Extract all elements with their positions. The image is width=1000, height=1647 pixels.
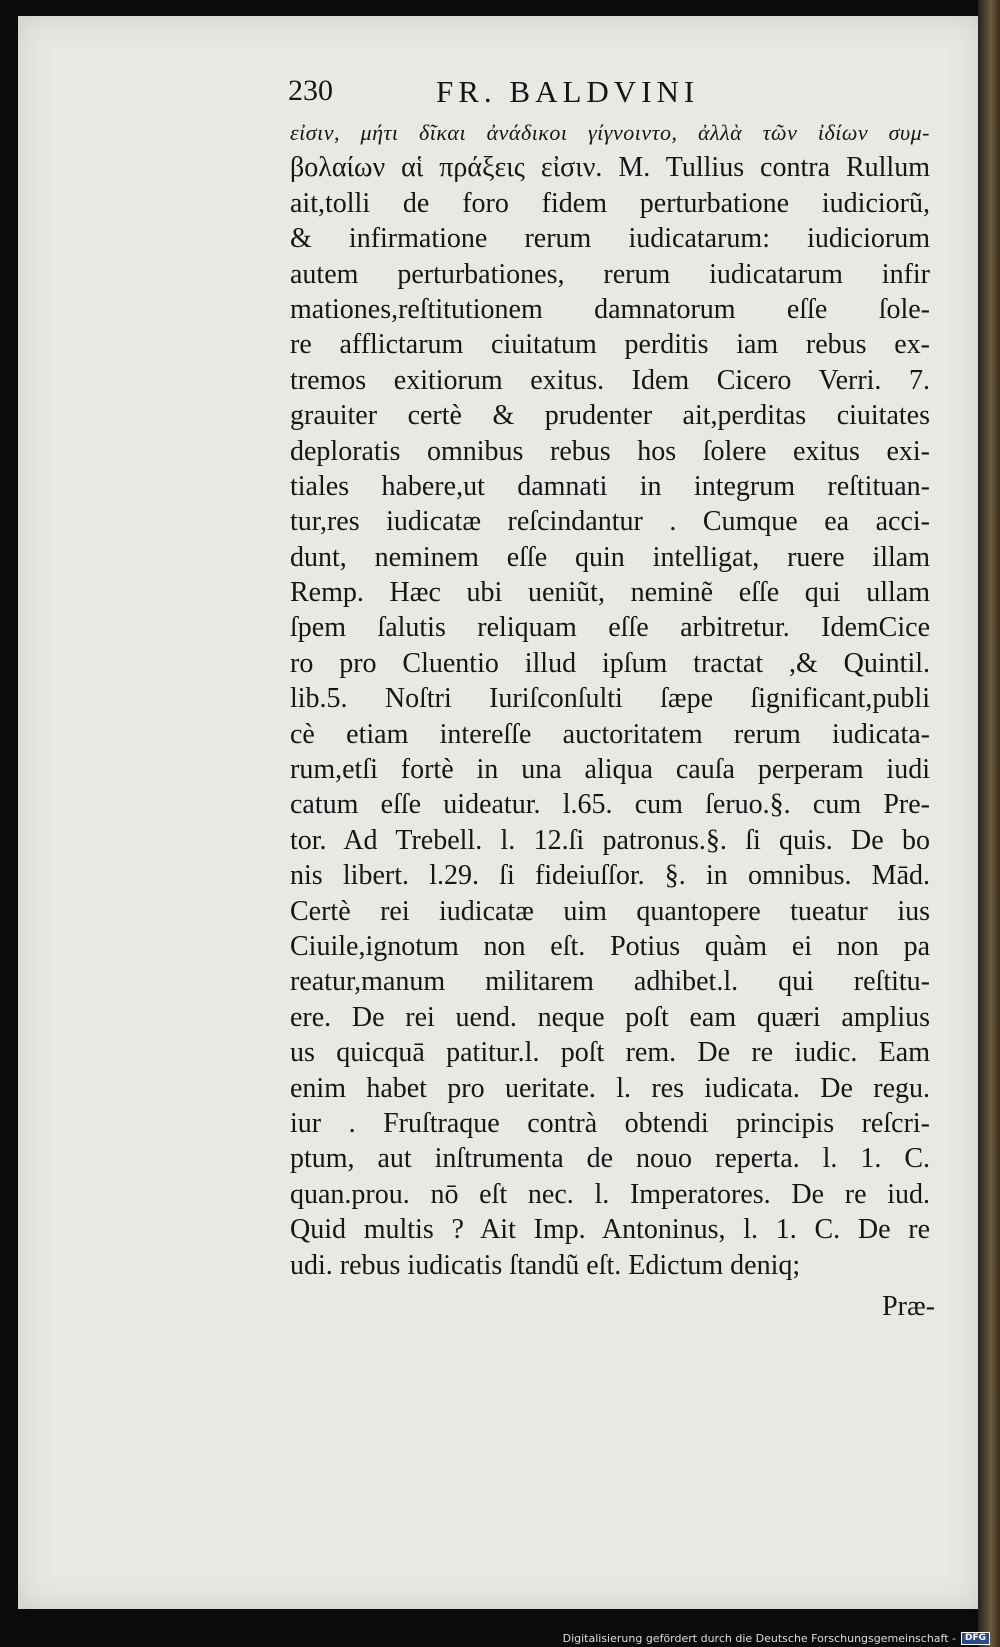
- text-line: udi. rebus iudicatis ſtandũ eſt. Edictum deniq;: [290, 1249, 801, 1281]
- text-line: autem perturbationes, rerum iudicatarum infir: [290, 258, 930, 290]
- text-block: [290, 115, 930, 1283]
- running-head: FR. BALDVINI: [436, 74, 700, 109]
- text-line: ro pro Cluentio illud ipſum tractat ,& Quintil.: [290, 647, 930, 679]
- catchword: Præ-: [882, 1291, 935, 1322]
- text-line: βολαίων αἱ πράξεις εἰσιν. M. Tullius contra Rullum: [290, 152, 930, 184]
- text-line: iur . Fruſtraque contrà obtendi principis reſcri-: [290, 1107, 930, 1139]
- page-number: 230: [288, 74, 333, 107]
- text-line: tremos exitiorum exitus. Idem Cicero Verri. 7.: [290, 364, 930, 396]
- footer-credit: [563, 1631, 990, 1645]
- text-line: ait,tolli de foro fidem perturbatione iudiciorũ,: [290, 187, 930, 219]
- text-line: dunt, neminem eſſe quin intelligat, ruere illam: [290, 541, 930, 573]
- page-header: [288, 74, 928, 116]
- text-line: Remp. Hæc ubi ueniũt, neminẽ eſſe qui ullam: [290, 577, 930, 609]
- text-line: reatur,manum militarem adhibet.l. qui reſtitu-: [290, 966, 930, 998]
- text-line: ere. De rei uend. neque poſt eam quæri amplius: [290, 1001, 930, 1033]
- dfg-logo: DFG: [961, 1632, 990, 1645]
- text-line: cè etiam intereſſe auctoritatem rerum iudicata-: [290, 718, 930, 750]
- text-line: & infirmatione rerum iudicatarum: iudiciorum: [290, 223, 930, 255]
- book-edge: [978, 0, 1000, 1647]
- footer-text: Digitalisierung gefördert durch die Deutsche Forschungsgemeinschaft -: [562, 1631, 956, 1645]
- text-line: enim habet pro ueritate. l. res iudicata. De regu.: [290, 1072, 930, 1104]
- text-line: Ciuile,ignotum non eſt. Potius quàm ei non pa: [290, 930, 930, 962]
- text-line: mationes,reſtitutionem damnatorum eſſe ſole-: [290, 293, 930, 325]
- text-line: tur,res iudicatæ reſcindantur . Cumque ea acci-: [290, 506, 930, 538]
- text-line: catum eſſe uideatur. l.65. cum ſeruo.§. cum Pre-: [290, 789, 930, 821]
- text-line: Certè rei iudicatæ uim quantopere tueatur ius: [290, 895, 930, 927]
- text-line: deploratis omnibus rebus hos ſolere exitus exi-: [290, 435, 930, 467]
- text-line: nis libert. l.29. ſi fideiuſſor. §. in omnibus. Mād.: [290, 860, 930, 892]
- text-line: ſpem ſalutis reliquam eſſe arbitretur. IdemCice: [290, 612, 930, 644]
- text-line: εἰσιν, μήτι δῖκαι ἀνάδικοι γίγνοιντο, ἀλλὰ τῶν ἰδίων συμ-: [290, 120, 930, 145]
- text-line: re afflictarum ciuitatum perditis iam rebus ex-: [290, 329, 930, 361]
- text-line: tor. Ad Trebell. l. 12.ſi patronus.§. ſi quis. De bo: [290, 824, 930, 856]
- text-line: Quid multis ? Ait Imp. Antoninus, l. 1. C. De re: [290, 1214, 930, 1246]
- text-line: tiales habere,ut damnati in integrum reſtituan-: [290, 470, 930, 502]
- text-line: lib.5. Noſtri Iuriſconſulti ſæpe ſignificant,publi: [290, 683, 930, 715]
- text-line: rum,etſi fortè in una aliqua cauſa perperam iudi: [290, 754, 930, 786]
- text-line: quan.prou. nō eſt nec. l. Imperatores. De re iud.: [290, 1178, 930, 1210]
- text-line: us quicquā patitur.l. poſt rem. De re iudic. Eam: [290, 1037, 930, 1069]
- text-line: ptum, aut inſtrumenta de nouo reperta. l. 1. C.: [290, 1143, 930, 1175]
- text-line: grauiter certè & prudenter ait,perditas ciuitates: [290, 400, 930, 432]
